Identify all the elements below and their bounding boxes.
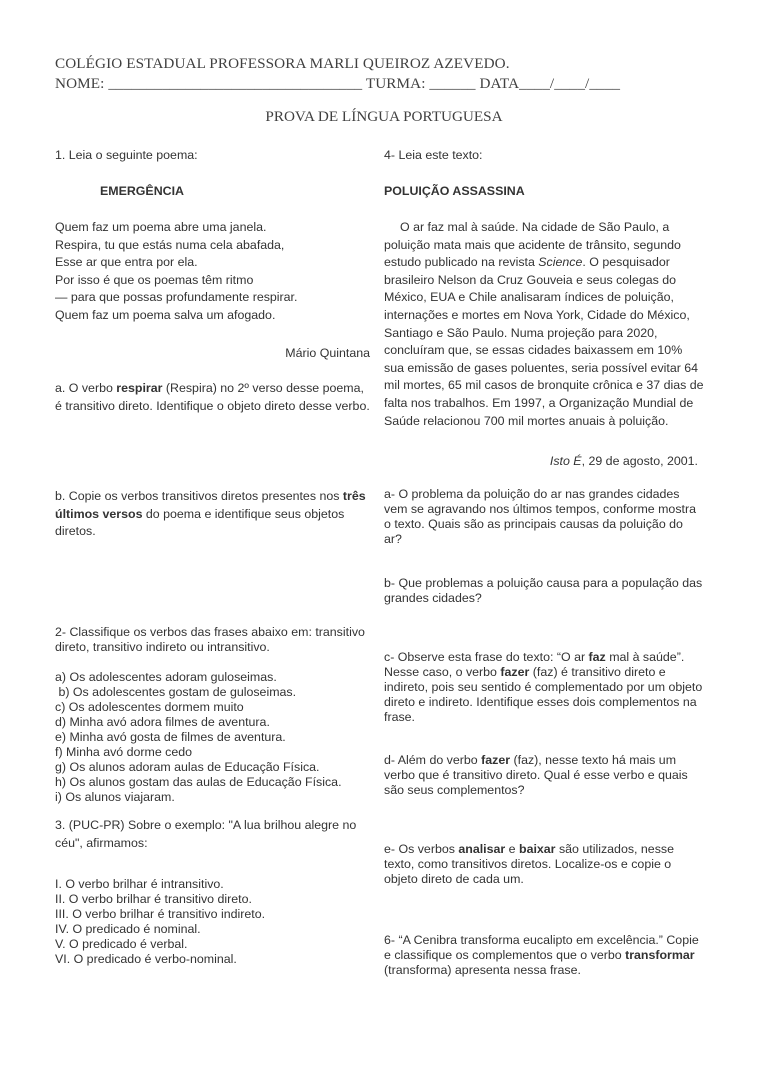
q2-item: i) Os alunos viajaram. bbox=[55, 790, 175, 804]
q3-item: I. O verbo brilhar é intransitivo. bbox=[55, 877, 224, 891]
school-name: COLÉGIO ESTADUAL PROFESSORA MARLI QUEIROZ AZEVEDO. bbox=[55, 55, 510, 72]
name-class-date-line: NOME: _________________________________ TURMA: ______ DATA____/____/____ bbox=[55, 75, 621, 92]
q4d-text: d- Além do verbo fazer (faz), nesse texto há mais um verbo que é transitivo direto. Qual é esse verbo e quais são seus complementos? bbox=[384, 753, 688, 797]
q2-item: d) Minha avó adora filmes de aventura. bbox=[55, 715, 270, 729]
q1b-emphasis: três últimos versos bbox=[55, 489, 366, 521]
text-body: O ar faz mal à saúde. Na cidade de São Paulo, a poluição mata mais que acidente de trânsito, segundo estudo publicado na revista Science. O pesquisador brasileiro Nelson da Cruz Gouveia e seus colegas do México, EUA e Chile analisaram índices de poluição, internações e mortes em Nova York, Cidade do México, Santiago e São Paulo. Numa projeção para 2020, concluíram que, se essas cidades baixassem em 10% sua emissão de gases poluentes, seria possível evitar 64 mil mortes, 65 mil casos de bronquite crônica e 37 dias de falta nos trabalhos. Em 1997, a Organização Mundial de Saúde relacionou 700 mil mortes anuais à poluição. bbox=[384, 220, 704, 428]
poem-line: Quem faz um poema salva um afogado. bbox=[55, 307, 276, 322]
q1-prompt: 1. Leia o seguinte poema: bbox=[55, 148, 198, 162]
q4c-text: c- Observe esta frase do texto: “O ar faz mal à saúde”. Nesse caso, o verbo fazer (faz) é transitivo direto e indireto, pois seu sentido é complementado por um objeto direto e indireto. Identifique esses dois complementos na frase. bbox=[384, 650, 703, 724]
poem-line: — para que possas profundamente respirar. bbox=[55, 290, 298, 305]
q2-list bbox=[55, 670, 373, 805]
poem-author: Mário Quintana bbox=[285, 346, 370, 360]
poem-line: Respira, tu que estás numa cela abafada, bbox=[55, 237, 285, 252]
q3-item: III. O verbo brilhar é transitivo indireto. bbox=[55, 907, 266, 921]
q4d-verb: fazer bbox=[481, 753, 511, 767]
poem bbox=[55, 219, 375, 325]
poem-line: Quem faz um poema abre uma janela. bbox=[55, 220, 267, 234]
source-magazine: Isto É bbox=[549, 454, 582, 468]
q2-item: a) Os adolescentes adoram guloseimas. bbox=[55, 670, 277, 684]
text-source: Isto É, 29 de agosto, 2001. bbox=[549, 454, 698, 468]
q2-prompt: 2- Classifique os verbos das frases abaixo em: transitivo direto, transitivo indireto ou intransitivo. bbox=[55, 625, 365, 654]
q3-item: IV. O predicado é nominal. bbox=[55, 922, 201, 936]
q4e-verb-2: baixar bbox=[519, 842, 556, 856]
q4e-text: e- Os verbos analisar e baixar são utilizados, nesse texto, como transitivos diretos. Localize-os e copie o objeto direto de cada um. bbox=[384, 842, 674, 886]
q3-list bbox=[55, 877, 373, 967]
poem-line: Esse ar que entra por ela. bbox=[55, 255, 198, 270]
q4-prompt: 4- Leia este texto: bbox=[384, 148, 483, 162]
exam-title: PROVA DE LÍNGUA PORTUGUESA bbox=[265, 108, 503, 125]
q4e-verb-1: analisar bbox=[458, 842, 506, 856]
q2-item: c) Os adolescentes dormem muito bbox=[55, 700, 244, 714]
q1a-text: a. O verbo respirar (Respira) no 2º verso desse poema, é transitivo direto. Identifique o objeto direto desse verbo. bbox=[55, 381, 370, 413]
q2-item: e) Minha avó gosta de filmes de aventura. bbox=[55, 730, 286, 744]
poem-line: Por isso é que os poemas têm ritmo bbox=[55, 272, 254, 287]
q2-item: f) Minha avó dorme cedo bbox=[55, 745, 193, 759]
q2-item: b) Os adolescentes gostam de guloseimas. bbox=[55, 685, 297, 699]
q6-verb: transformar bbox=[625, 948, 695, 962]
q3-item: VI. O predicado é verbo-nominal. bbox=[55, 952, 237, 966]
q2-item: g) Os alunos adoram aulas de Educação Física. bbox=[55, 760, 320, 774]
q3-item: V. O predicado é verbal. bbox=[55, 937, 188, 951]
q4a-text: a- O problema da poluição do ar nas grandes cidades vem se agravando nos últimos tempos, conforme mostra o texto. Quais são as principais causas da poluição do ar? bbox=[384, 487, 696, 546]
q2-item: h) Os alunos gostam das aulas de Educação Física. bbox=[55, 775, 342, 789]
text-title: POLUIÇÃO ASSASSINA bbox=[384, 184, 525, 198]
q4c-verb: faz bbox=[588, 650, 606, 664]
journal-name: Science bbox=[538, 255, 583, 270]
q1b-text: b. Copie os verbos transitivos diretos presentes nos três últimos versos do poema e identifique seus objetos diretos. bbox=[55, 489, 366, 539]
poem-title: EMERGÊNCIA bbox=[100, 184, 184, 198]
q1a-verb: respirar bbox=[116, 381, 163, 395]
q3-item: II. O verbo brilhar é transitivo direto. bbox=[55, 892, 252, 906]
q3-prompt: 3. (PUC-PR) Sobre o exemplo: "A lua brilhou alegre no céu", afirmamos: bbox=[55, 818, 357, 850]
q4b-text: b- Que problemas a poluição causa para a população das grandes cidades? bbox=[384, 576, 703, 605]
q6-text: 6- “A Cenibra transforma eucalipto em excelência.” Copie e classifique os complementos que o verbo transformar (transforma) apresenta nessa frase. bbox=[384, 933, 699, 977]
q4c-verb-infinitive: fazer bbox=[500, 665, 530, 679]
